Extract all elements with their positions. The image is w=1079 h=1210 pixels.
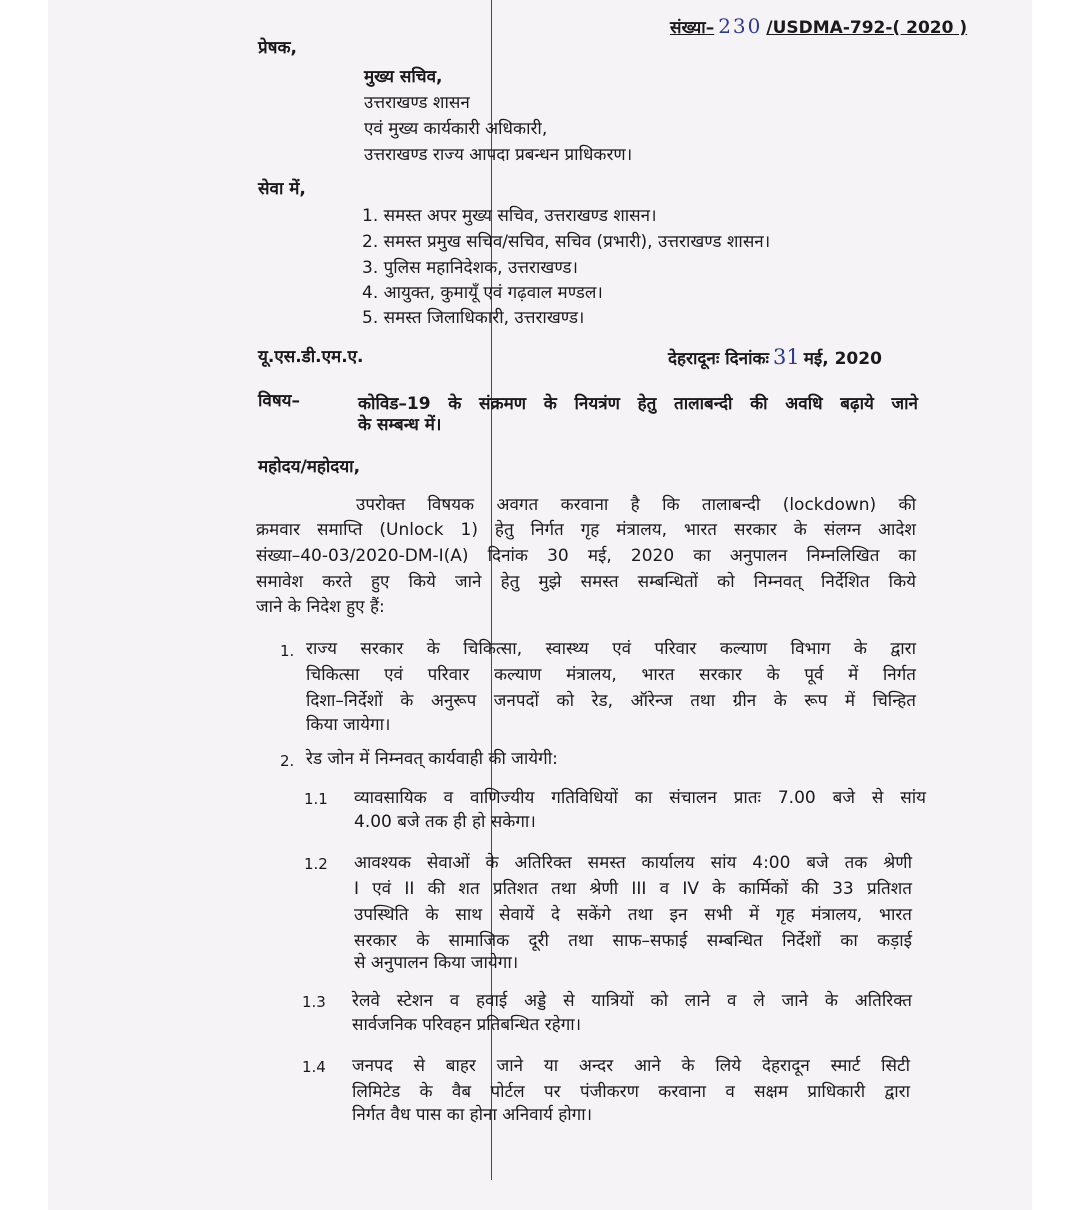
point-1-line: किया जायेगा। xyxy=(306,715,391,735)
sub-1-3-number: 1.3 xyxy=(302,993,326,1011)
sender-line-3: एवं मुख्य कार्यकारी अधिकारी, xyxy=(364,119,548,139)
subject-line-1: कोविड–19 के संक्रमण के नियत्रंण हेतु तालाबन्दी की अवधि बढ़ाये जाने xyxy=(358,394,918,414)
intro-line-5: जाने के निदेश हुए हैं: xyxy=(256,597,385,617)
sender-line-1: मुख्य सचिव, xyxy=(364,67,443,87)
point-1-line: चिकित्सा एवं परिवार कल्याण मंत्रालय, भारत सरकार के पूर्व में निर्गत xyxy=(306,665,916,685)
subject-label: विषय– xyxy=(258,391,301,411)
recipients-label: सेवा में, xyxy=(258,179,306,199)
sub-1-1-number: 1.1 xyxy=(304,790,328,808)
intro-line-3: संख्या–40-03/2020-DM-I(A) दिनांक 30 मई, 2020 का अनुपालन निम्नलिखित का xyxy=(256,546,916,566)
sender-line-2: उत्तराखण्ड शासन xyxy=(364,93,470,113)
sub-1-1-line: व्यावसायिक व वाणिज्यीय गतिविधियों का संचालन प्रातः 7.00 बजे से सांय xyxy=(354,788,926,808)
recipient-item: 5. समस्त जिलाधिकारी, उत्तराखण्ड। xyxy=(362,308,585,328)
sub-1-4-number: 1.4 xyxy=(302,1058,326,1076)
letter-date xyxy=(668,346,882,370)
point-1-line: राज्य सरकार के चिकित्सा, स्वास्थ्य एवं परिवार कल्याण विभाग के द्वारा xyxy=(306,639,916,659)
office-code: यू.एस.डी.एम.ए. xyxy=(258,347,364,367)
subject-line-2: के सम्बन्ध में। xyxy=(358,415,442,435)
reference-number xyxy=(670,14,967,38)
sub-1-2-line: I एवं II की शत प्रतिशत तथा श्रेणी III व IV के कार्मिकों की 33 प्रतिशत xyxy=(354,879,912,899)
sub-1-3-line: रेलवे स्टेशन व हवाई अड्डे से यात्रियों को लाने व ले जाने के अतिरिक्त xyxy=(352,991,912,1011)
sub-1-2-number: 1.2 xyxy=(304,855,328,873)
recipient-item: 2. समस्त प्रमुख सचिव/सचिव, सचिव (प्रभारी), उत्तराखण्ड शासन। xyxy=(362,232,771,252)
sub-1-1-line: 4.00 बजे तक ही हो सकेगा। xyxy=(354,812,536,832)
sub-1-2-line: उपस्थिति के साथ सेवायें दे सकेंगे तथा इन सभी में गृह मंत्रालय, भारत xyxy=(354,905,912,925)
letter-page xyxy=(48,0,1032,1210)
ref-prefix: संख्या– xyxy=(670,18,715,38)
point-1-line: दिशा–निर्देशों के अनुरूप जनपदों को रेड, ऑरेन्ज तथा ग्रीन के रूप में चिन्हित xyxy=(306,691,916,711)
sub-1-4-line: निर्गत वैध पास का होना अनिवार्य होगा। xyxy=(352,1105,593,1125)
sub-1-3-line: सार्वजनिक परिवहन प्रतिबन्धित रहेगा। xyxy=(352,1015,582,1035)
intro-line-4: समावेश करते हुए किये जाने हेतु मुझे समस्त सम्बन्धितों को निम्नवत् निर्देशित किये xyxy=(256,572,916,592)
date-suffix: मई, 2020 xyxy=(803,349,882,369)
recipient-item: 4. आयुक्त, कुमायूँ एवं गढ़वाल मण्डल। xyxy=(362,283,603,303)
salutation: महोदय/महोदया, xyxy=(258,457,361,477)
recipient-item: 3. पुलिस महानिदेशक, उत्तराखण्ड। xyxy=(362,258,578,278)
sub-1-4-line: लिमिटेड के वैब पोर्टल पर पंजीकरण करवाना व सक्षम प्राधिकारी द्वारा xyxy=(352,1082,910,1102)
intro-line-1: उपरोक्त विषयक अवगत करवाना है कि तालाबन्दी (lockdown) की xyxy=(356,495,916,515)
recipient-item: 1. समस्त अपर मुख्य सचिव, उत्तराखण्ड शासन। xyxy=(362,206,657,226)
sub-1-2-line: सरकार के सामाजिक दूरी तथा साफ–सफाई सम्बन्धित निर्देशों का कड़ाई xyxy=(354,931,912,951)
point-2-number: 2. xyxy=(280,752,295,770)
intro-line-2: क्रमवार समाप्ति (Unlock 1) हेतु निर्गत गृह मंत्रालय, भारत सरकार के संलग्न आदेश xyxy=(256,520,916,540)
point-2-text: रेड जोन में निम्नवत् कार्यवाही की जायेगी: xyxy=(306,749,558,769)
point-1-number: 1. xyxy=(280,642,295,660)
sub-1-4-line: जनपद से बाहर जाने या अन्दर आने के लिये देहरादून स्मार्ट सिटी xyxy=(352,1056,910,1076)
date-prefix: देहरादूनः दिनांकः xyxy=(668,349,769,369)
ref-suffix: /USDMA-792-( 2020 ) xyxy=(766,18,968,38)
sub-1-2-line: आवश्यक सेवाओं के अतिरिक्त समस्त कार्यालय सांय 4:00 बजे तक श्रेणी xyxy=(354,853,912,873)
sender-label: प्रेषक, xyxy=(258,38,298,58)
sender-line-4: उत्तराखण्ड राज्य आपदा प्रबन्धन प्राधिकरण। xyxy=(364,145,633,165)
ref-number-handwritten: 230 xyxy=(718,14,763,38)
sub-1-2-line: से अनुपालन किया जायेगा। xyxy=(354,953,519,973)
date-day-handwritten: 31 xyxy=(772,345,800,369)
